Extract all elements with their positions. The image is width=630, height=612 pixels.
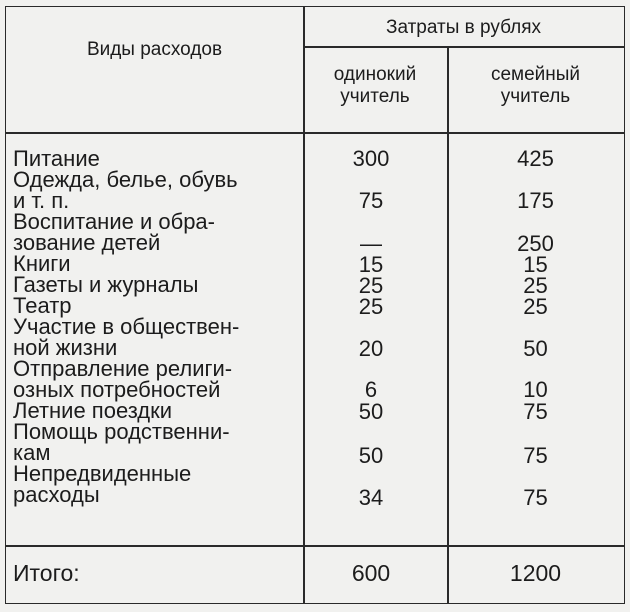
family-value: 75	[523, 399, 548, 424]
single-value: 6	[364, 377, 378, 402]
total-single-value: 600	[351, 560, 391, 586]
single-value: 25	[358, 273, 384, 298]
family-value: 10	[523, 377, 548, 402]
family-header-line1: семейный	[490, 64, 581, 85]
single-value: 75	[358, 188, 384, 213]
single-value: 15	[358, 252, 384, 277]
row-label-line2: кам	[13, 440, 51, 465]
family-value: 250	[517, 231, 554, 256]
row-label-line2: зование детей	[13, 230, 161, 255]
header-group-divider	[303, 46, 624, 48]
total-label: Итого:	[13, 560, 80, 586]
expense-table	[5, 6, 625, 604]
single-teacher-header	[303, 64, 447, 108]
row-label-line1: Одежда, белье, обувь	[13, 167, 238, 192]
row-label: Летние поездки	[13, 398, 173, 423]
single-value: 20	[358, 336, 384, 361]
family-value: 15	[523, 252, 548, 277]
family-value: 25	[523, 273, 548, 298]
total-top-line	[6, 545, 624, 547]
row-label-line2: озных потребностей	[13, 377, 221, 402]
total-family-value: 1200	[509, 560, 562, 586]
single-value: —	[360, 231, 382, 256]
row-label-line1: Помощь родственни-	[13, 419, 230, 444]
family-value: 175	[517, 188, 554, 213]
single-header-line2: учитель	[340, 86, 410, 107]
family-value: 425	[517, 146, 554, 171]
single-header-line1: одинокий	[333, 64, 417, 85]
row-label: Газеты и журналы	[13, 272, 199, 297]
family-value: 75	[523, 443, 548, 468]
family-teacher-header	[447, 64, 624, 108]
category-header: Виды расходов	[86, 39, 223, 60]
single-value: 34	[358, 485, 384, 510]
family-value: 50	[523, 336, 548, 361]
row-label-line1: Участие в обществен-	[13, 314, 240, 339]
single-value: 300	[352, 146, 390, 171]
row-label-line1: Отправление религи-	[13, 356, 233, 381]
row-label: Книги	[13, 251, 71, 276]
cost-group-header: Затраты в рублях	[385, 17, 542, 38]
row-label: Питание	[13, 146, 100, 171]
single-value: 50	[358, 399, 384, 424]
header-bottom-line	[6, 132, 624, 134]
family-header-line2: учитель	[500, 86, 571, 107]
family-value: 75	[523, 485, 548, 510]
row-label-line2: ной жизни	[13, 335, 118, 360]
row-label-line1: Непредвиденные	[13, 461, 192, 486]
single-value: 25	[358, 294, 384, 319]
family-value: 25	[523, 294, 548, 319]
single-value: 50	[358, 443, 384, 468]
row-label-line1: Воспитание и обра-	[13, 209, 215, 234]
row-label-line2: расходы	[13, 482, 100, 507]
column-divider-2	[447, 46, 449, 603]
row-label: Театр	[13, 293, 72, 318]
row-label-line2: и т. п.	[13, 188, 70, 213]
